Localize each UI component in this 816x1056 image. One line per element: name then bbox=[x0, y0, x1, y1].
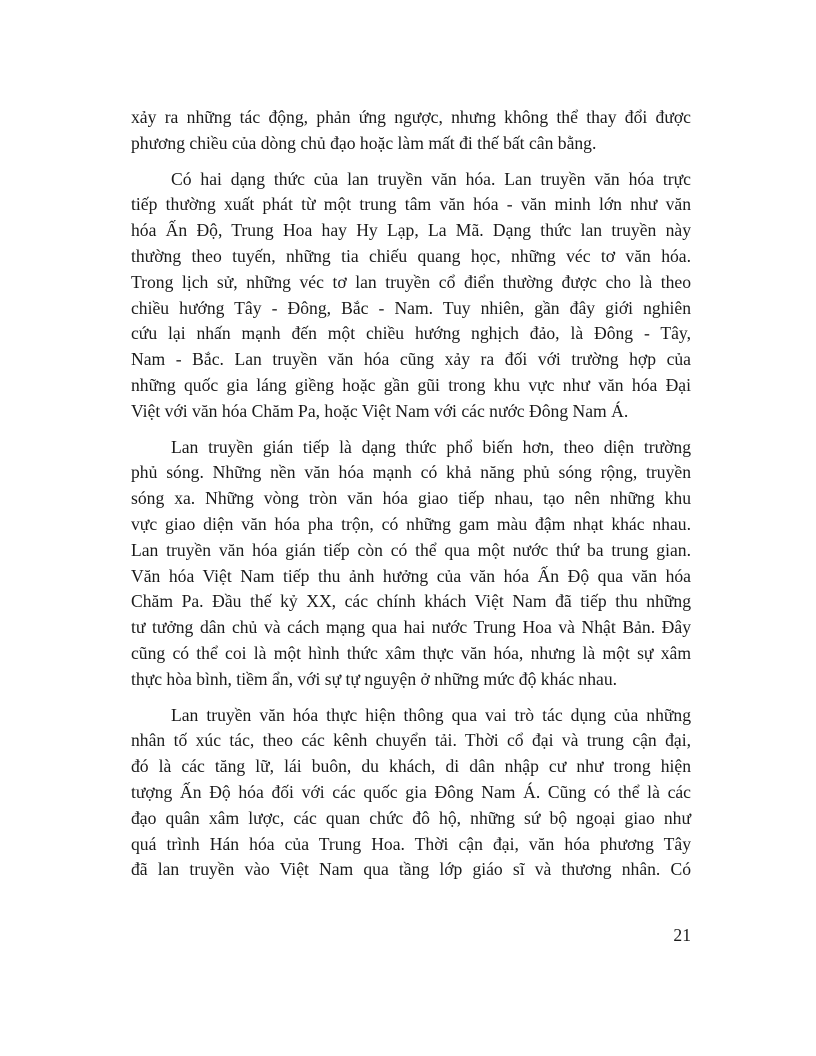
text-line: cũng có thể coi là một hình thức xâm thực văn hóa, nhưng là một sự xâm bbox=[131, 642, 691, 663]
text-line: phương chiều của dòng chủ đạo hoặc làm mất đi thế bất cân bằng. bbox=[131, 132, 597, 153]
text-line: phủ sóng. Những nền văn hóa mạnh có khả năng phủ sóng rộng, truyền bbox=[131, 462, 691, 483]
text-line: Trong lịch sử, những véc tơ lan truyền cổ điển thường được cho là theo bbox=[131, 271, 691, 292]
text-line: Chăm Pa. Đầu thế kỷ XX, các chính khách Việt Nam đã tiếp thu những bbox=[131, 591, 691, 612]
text-line: Văn hóa Việt Nam tiếp thu ảnh hưởng của văn hóa Ấn Độ qua văn hóa bbox=[131, 565, 691, 586]
text-line: đạo quân xâm lược, các quan chức đô hộ, những sứ bộ ngoại giao như bbox=[131, 807, 691, 828]
text-line: Lan truyền văn hóa thực hiện thông qua vai trò tác dụng của những bbox=[171, 704, 691, 725]
text-line: sóng xa. Những vòng tròn văn hóa giao tiếp nhau, tạo nên những khu bbox=[131, 488, 691, 509]
text-line: Việt với văn hóa Chăm Pa, hoặc Việt Nam với các nước Đông Nam Á. bbox=[131, 400, 629, 421]
text-line: tiếp thường xuất phát từ một trung tâm văn hóa - văn minh lớn như văn bbox=[131, 194, 691, 215]
text-line: Lan truyền văn hóa gián tiếp còn có thể qua một nước thứ ba trung gian. bbox=[131, 539, 691, 560]
text-line: thực hòa bình, tiềm ẩn, với sự tự nguyện ở những mức độ khác nhau. bbox=[131, 668, 618, 689]
text-line: nhân tố xúc tác, theo các kênh chuyển tải. Thời cổ đại và trung cận đại, bbox=[131, 730, 691, 751]
page-number: 21 bbox=[673, 925, 691, 945]
text-line: tư tưởng dân chủ và cách mạng qua hai nước Trung Hoa và Nhật Bản. Đây bbox=[131, 617, 691, 638]
text-line: hóa Ấn Độ, Trung Hoa hay Hy Lạp, La Mã. Dạng thức lan truyền này bbox=[131, 220, 691, 241]
text-line: thường theo tuyến, những tia chiếu quang học, những véc tơ văn hóa. bbox=[131, 245, 691, 266]
text-line: quá trình Hán hóa của Trung Hoa. Thời cận đại, văn hóa phương Tây bbox=[131, 833, 691, 854]
text-line: đó là các tăng lữ, lái buôn, du khách, di dân nhập cư như trong hiện bbox=[131, 756, 691, 777]
text-line: Nam - Bắc. Lan truyền văn hóa cũng xảy ra đối với trường hợp của bbox=[131, 349, 691, 370]
text-line: đã lan truyền vào Việt Nam qua tầng lớp giáo sĩ và thương nhân. Có bbox=[131, 859, 691, 880]
paragraph bbox=[131, 435, 691, 693]
text-line: vực giao diện văn hóa pha trộn, có những gam màu đậm nhạt khác nhau. bbox=[131, 513, 691, 534]
text-line: tượng Ấn Độ hóa đối với các quốc gia Đông Nam Á. Cũng có thể là các bbox=[131, 781, 691, 802]
body-text bbox=[131, 105, 691, 893]
text-line: chiều hướng Tây - Đông, Bắc - Nam. Tuy nhiên, gần đây giới nghiên bbox=[131, 297, 691, 318]
paragraph bbox=[131, 167, 691, 425]
text-line: cứu lại nhấn mạnh đến một chiều hướng nghịch đảo, là Đông - Tây, bbox=[131, 323, 691, 344]
text-line: xảy ra những tác động, phản ứng ngược, nhưng không thể thay đổi được bbox=[131, 107, 691, 127]
text-line: Có hai dạng thức của lan truyền văn hóa. Lan truyền văn hóa trực bbox=[171, 168, 691, 189]
paragraph bbox=[131, 105, 691, 157]
paragraph bbox=[131, 703, 691, 884]
text-line: những quốc gia láng giềng hoặc gần gũi trong khu vực như văn hóa Đại bbox=[131, 374, 691, 395]
text-line: Lan truyền gián tiếp là dạng thức phổ biến hơn, theo diện trường bbox=[171, 436, 691, 457]
